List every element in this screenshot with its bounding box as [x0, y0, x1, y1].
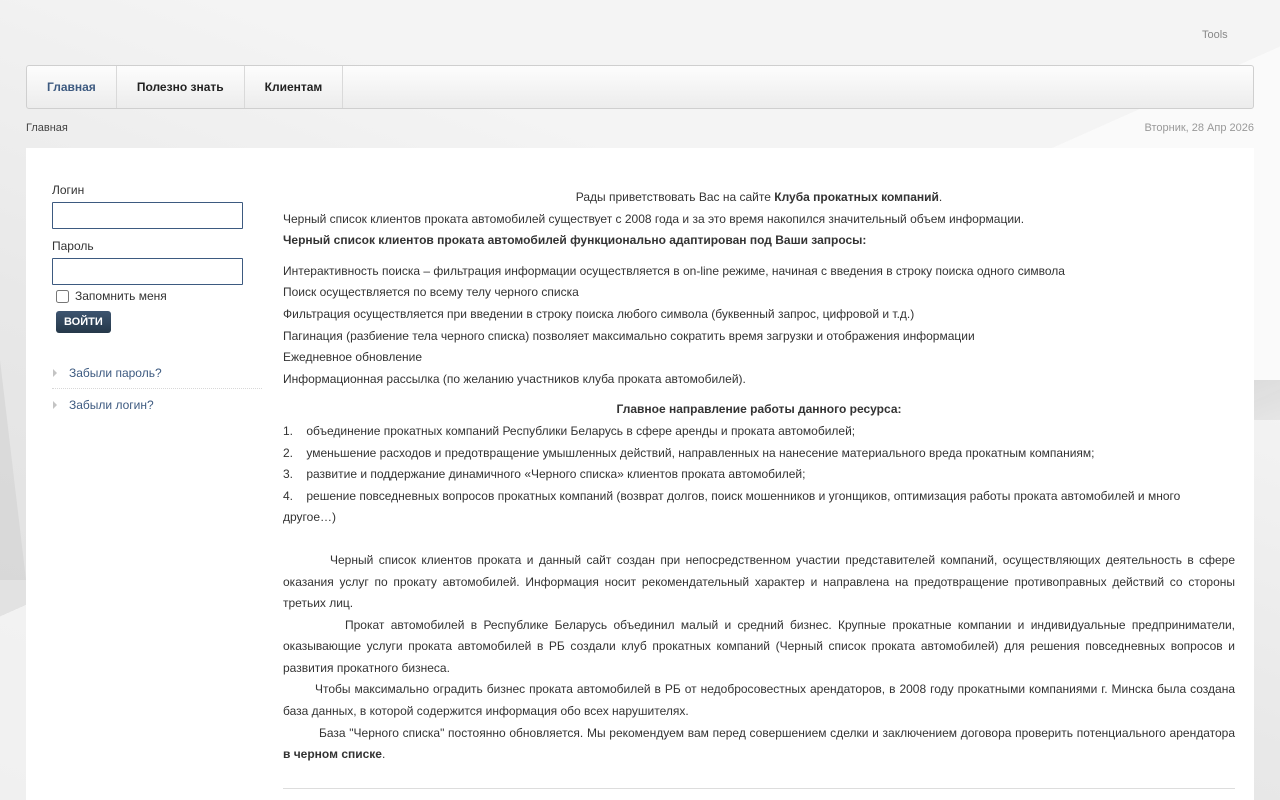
- background-shape-left: [0, 360, 26, 580]
- login-input[interactable]: [52, 202, 243, 229]
- welcome-line: [283, 187, 1235, 209]
- blacklist-link[interactable]: в черном списке: [283, 747, 382, 762]
- direction-item: 2. уменьшение расходов и предотвращение умышленных действий, направленных на нанесение материального вреда прокатным компаниям;: [283, 445, 1095, 460]
- login-label: Логин: [52, 183, 85, 197]
- nav-item-clients[interactable]: Клиентам: [245, 66, 344, 108]
- welcome-club-name: Клуба прокатных компаний: [774, 190, 939, 204]
- content-divider: [283, 788, 1235, 789]
- feature-item: Фильтрация осуществляется при введении в строку поиска любого символа (буквенный запрос, цифровой и т.д.): [283, 306, 915, 321]
- current-date: Вторник, 28 Апр 2026: [1144, 122, 1254, 134]
- forgot-password-label: Забыли пароль?: [69, 366, 162, 380]
- paragraph-3: Чтобы максимально оградить бизнес проката автомобилей в РБ от недобросовестных арендаторов, в 2008 году прокатными компаниями г. Минска была создана база данных, в которой содержится информация обо всех нарушителях.: [283, 682, 1235, 719]
- welcome-prefix: Рады приветствовать Вас на сайте: [575, 190, 775, 204]
- direction-item: 4. решение повседневных вопросов прокатных компаний (возврат долгов, поиск мошенников и угонщиков, оптимизация работы проката автомобилей и много другое…): [283, 488, 1184, 525]
- login-help-links: [52, 358, 262, 420]
- intro-text: Черный список клиентов проката автомобилей существует с 2008 года и за это время накопился значительный объем информации.: [283, 211, 1025, 226]
- nav-item-useful-info[interactable]: Полезно знать: [117, 66, 245, 108]
- welcome-suffix: .: [938, 190, 943, 204]
- direction-item: 1. объединение прокатных компаний Республики Беларусь в сфере аренды и проката автомобилей;: [283, 423, 856, 438]
- feature-item: Ежедневное обновление: [283, 350, 423, 365]
- nav-item-home[interactable]: Главная: [27, 66, 117, 108]
- login-button[interactable]: ВОЙТИ: [56, 311, 111, 333]
- forgot-login-label: Забыли логин?: [69, 397, 154, 412]
- main-navigation: [26, 65, 1254, 109]
- tools-link[interactable]: Tools: [1202, 29, 1228, 41]
- chevron-right-icon: [53, 401, 57, 409]
- background-shape-right: [1254, 380, 1280, 420]
- paragraph-2: Прокат автомобилей в Республике Беларусь объединил малый и средний бизнес. Крупные прокатные компании и индивидуальные предприниматели, оказывающие услуги проката автомобилей в РБ создали клуб прокатных компаний (Черный список проката автомобилей) для решения повседневных вопросов и развития прокатного бизнеса.: [283, 617, 1235, 675]
- feature-item: Информационная рассылка (по желанию участников клуба проката автомобилей).: [283, 371, 746, 386]
- paragraph-4-text: База "Черного списка" постоянно обновляется. Мы рекомендуем вам перед совершением сделки и заключением договора проверить потенциального арендатора: [319, 725, 1235, 740]
- forgot-login-link[interactable]: [52, 389, 262, 420]
- feature-item: Пагинация (разбиение тела черного списка) позволяет максимально сократить время загрузки и отображения информации: [283, 328, 975, 343]
- forgot-password-link[interactable]: [52, 358, 262, 389]
- direction-item: 3. развитие и поддержание динамичного «Черного списка» клиентов проката автомобилей;: [283, 467, 806, 482]
- paragraph-4-suffix: .: [381, 747, 386, 762]
- remember-me: [56, 289, 262, 303]
- feature-item: Интерактивность поиска – фильтрация информации осуществляется в on-line режиме, начиная с введения в строку поиска одного символа: [283, 263, 1065, 278]
- feature-item: Поиск осуществляется по всему телу черного списка: [283, 285, 579, 300]
- remember-me-checkbox[interactable]: [56, 290, 69, 303]
- breadcrumb: Главная: [26, 122, 68, 134]
- article-body: [283, 187, 1235, 789]
- login-form: [52, 183, 262, 420]
- paragraph-1: Черный список клиентов проката и данный сайт создан при непосредственном участии представителей компаний, осуществляющих деятельность в сфере оказания услуг по прокату автомобилей. Информация носит рекомендательный характер и направлена на предотвращение противоправных действий со стороны третьих лиц.: [283, 552, 1235, 611]
- paragraph-4: [283, 723, 1235, 766]
- password-label: Пароль: [52, 239, 94, 253]
- direction-title: Главное направление работы данного ресурса:: [616, 402, 902, 417]
- chevron-right-icon: [53, 369, 57, 377]
- content-area: [26, 148, 1254, 800]
- password-input[interactable]: [52, 258, 243, 285]
- remember-me-label: Запомнить меня: [75, 289, 167, 303]
- adapted-heading: Черный список клиентов проката автомобилей функционально адаптирован под Ваши запросы:: [283, 233, 867, 248]
